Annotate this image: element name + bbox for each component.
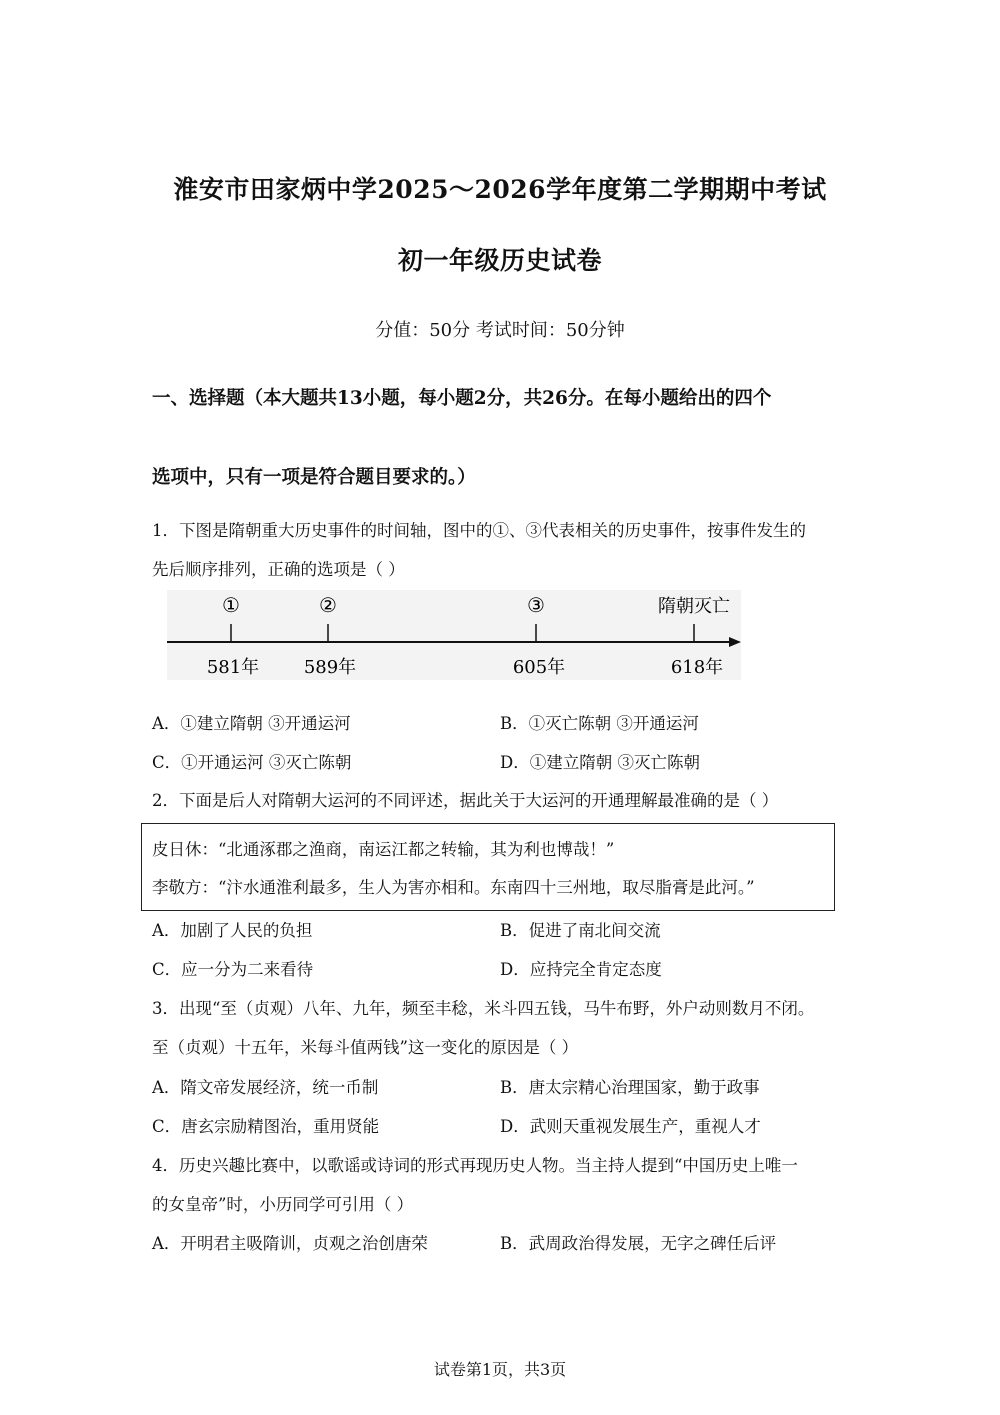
q3-stem-line1: 3．出现“至（贞观）八年、九年，频至丰稔，米斗四五钱，马牛布野，外户动则数月不闭。 xyxy=(152,999,815,1018)
q3-option-a[interactable]: A．隋文帝发展经济，统一币制 xyxy=(152,1078,379,1097)
section1-heading-line1: 一、选择题（本大题共13小题，每小题2分，共26分。在每小题给出的四个 xyxy=(152,388,772,409)
timeline-event-label-3: ③ xyxy=(527,593,545,617)
exam-title-line2: 初一年级历史试卷 xyxy=(397,246,602,275)
score-time-info: 分值：50分 考试时间：50分钟 xyxy=(375,320,625,341)
q2-option-b[interactable]: B．促进了南北间交流 xyxy=(500,921,661,940)
timeline-svg xyxy=(167,590,741,680)
timeline-event-label-4: 隋朝灭亡 xyxy=(658,596,730,617)
timeline-event-label-1: ① xyxy=(222,593,240,617)
timeline-year-label-4: 618年 xyxy=(670,657,724,678)
q2-quote-line1: 皮日休：“北通涿郡之渔商，南运江都之转输，其为利也博哉！” xyxy=(152,840,615,859)
q1-stem-line1: 1．下图是隋朝重大历史事件的时间轴，图中的①、③代表相关的历史事件，按事件发生的 xyxy=(152,521,806,540)
q2-quote-box xyxy=(141,823,835,911)
q2-stem-line1: 2．下面是后人对隋朝大运河的不同评述，据此关于大运河的开通理解最准确的是（ ） xyxy=(152,791,779,810)
q3-option-c[interactable]: C．唐玄宗励精图治，重用贤能 xyxy=(152,1117,380,1136)
q2-option-a[interactable]: A．加剧了人民的负担 xyxy=(152,921,313,940)
q3-stem-line2: 至（贞观）十五年，米每斗值两钱”这一变化的原因是（ ） xyxy=(152,1038,579,1057)
q2-option-d[interactable]: D．应持完全肯定态度 xyxy=(500,960,662,979)
q1-stem-line2: 先后顺序排列，正确的选项是（ ） xyxy=(152,560,405,579)
timeline-year-label-1: 581年 xyxy=(206,657,260,678)
q1-option-d[interactable]: D．①建立隋朝 ③灭亡陈朝 xyxy=(500,753,700,772)
q4-stem-line2: 的女皇帝”时，小历同学可引用（ ） xyxy=(152,1195,414,1214)
q3-option-b[interactable]: B．唐太宗精心治理国家，勤于政事 xyxy=(500,1078,760,1097)
q3-option-d[interactable]: D．武则天重视发展生产，重视人才 xyxy=(500,1117,761,1136)
timeline-arrow xyxy=(729,637,741,647)
q4-stem-line1: 4．历史兴趣比赛中，以歌谣或诗词的形式再现历史人物。当主持人提到“中国历史上唯一 xyxy=(152,1156,798,1175)
exam-title-line1: 淮安市田家炳中学2025～2026学年度第二学期期中考试 xyxy=(173,175,827,204)
section1-heading-line2: 选项中，只有一项是符合题目要求的。） xyxy=(152,467,476,488)
q2-quote-line2: 李敬方：“汴水通淮利最多，生人为害亦相和。东南四十三州地，取尽脂膏是此河。” xyxy=(152,878,755,897)
q2-option-c[interactable]: C．应一分为二来看待 xyxy=(152,960,314,979)
q1-option-a[interactable]: A．①建立隋朝 ③开通运河 xyxy=(152,714,351,733)
q1-option-b[interactable]: B．①灭亡陈朝 ③开通运河 xyxy=(500,714,699,733)
timeline-year-label-3: 605年 xyxy=(512,657,566,678)
page-footer: 试卷第1页，共3页 xyxy=(433,1360,567,1379)
q4-option-a[interactable]: A．开明君主吸隋训，贞观之治创唐荣 xyxy=(152,1234,428,1253)
timeline-year-label-2: 589年 xyxy=(303,657,357,678)
q1-timeline-figure xyxy=(167,590,741,680)
q4-option-b[interactable]: B．武周政治得发展，无字之碑任后评 xyxy=(500,1234,777,1253)
q1-option-c[interactable]: C．①开通运河 ③灭亡陈朝 xyxy=(152,753,352,772)
timeline-event-label-2: ② xyxy=(319,593,337,617)
